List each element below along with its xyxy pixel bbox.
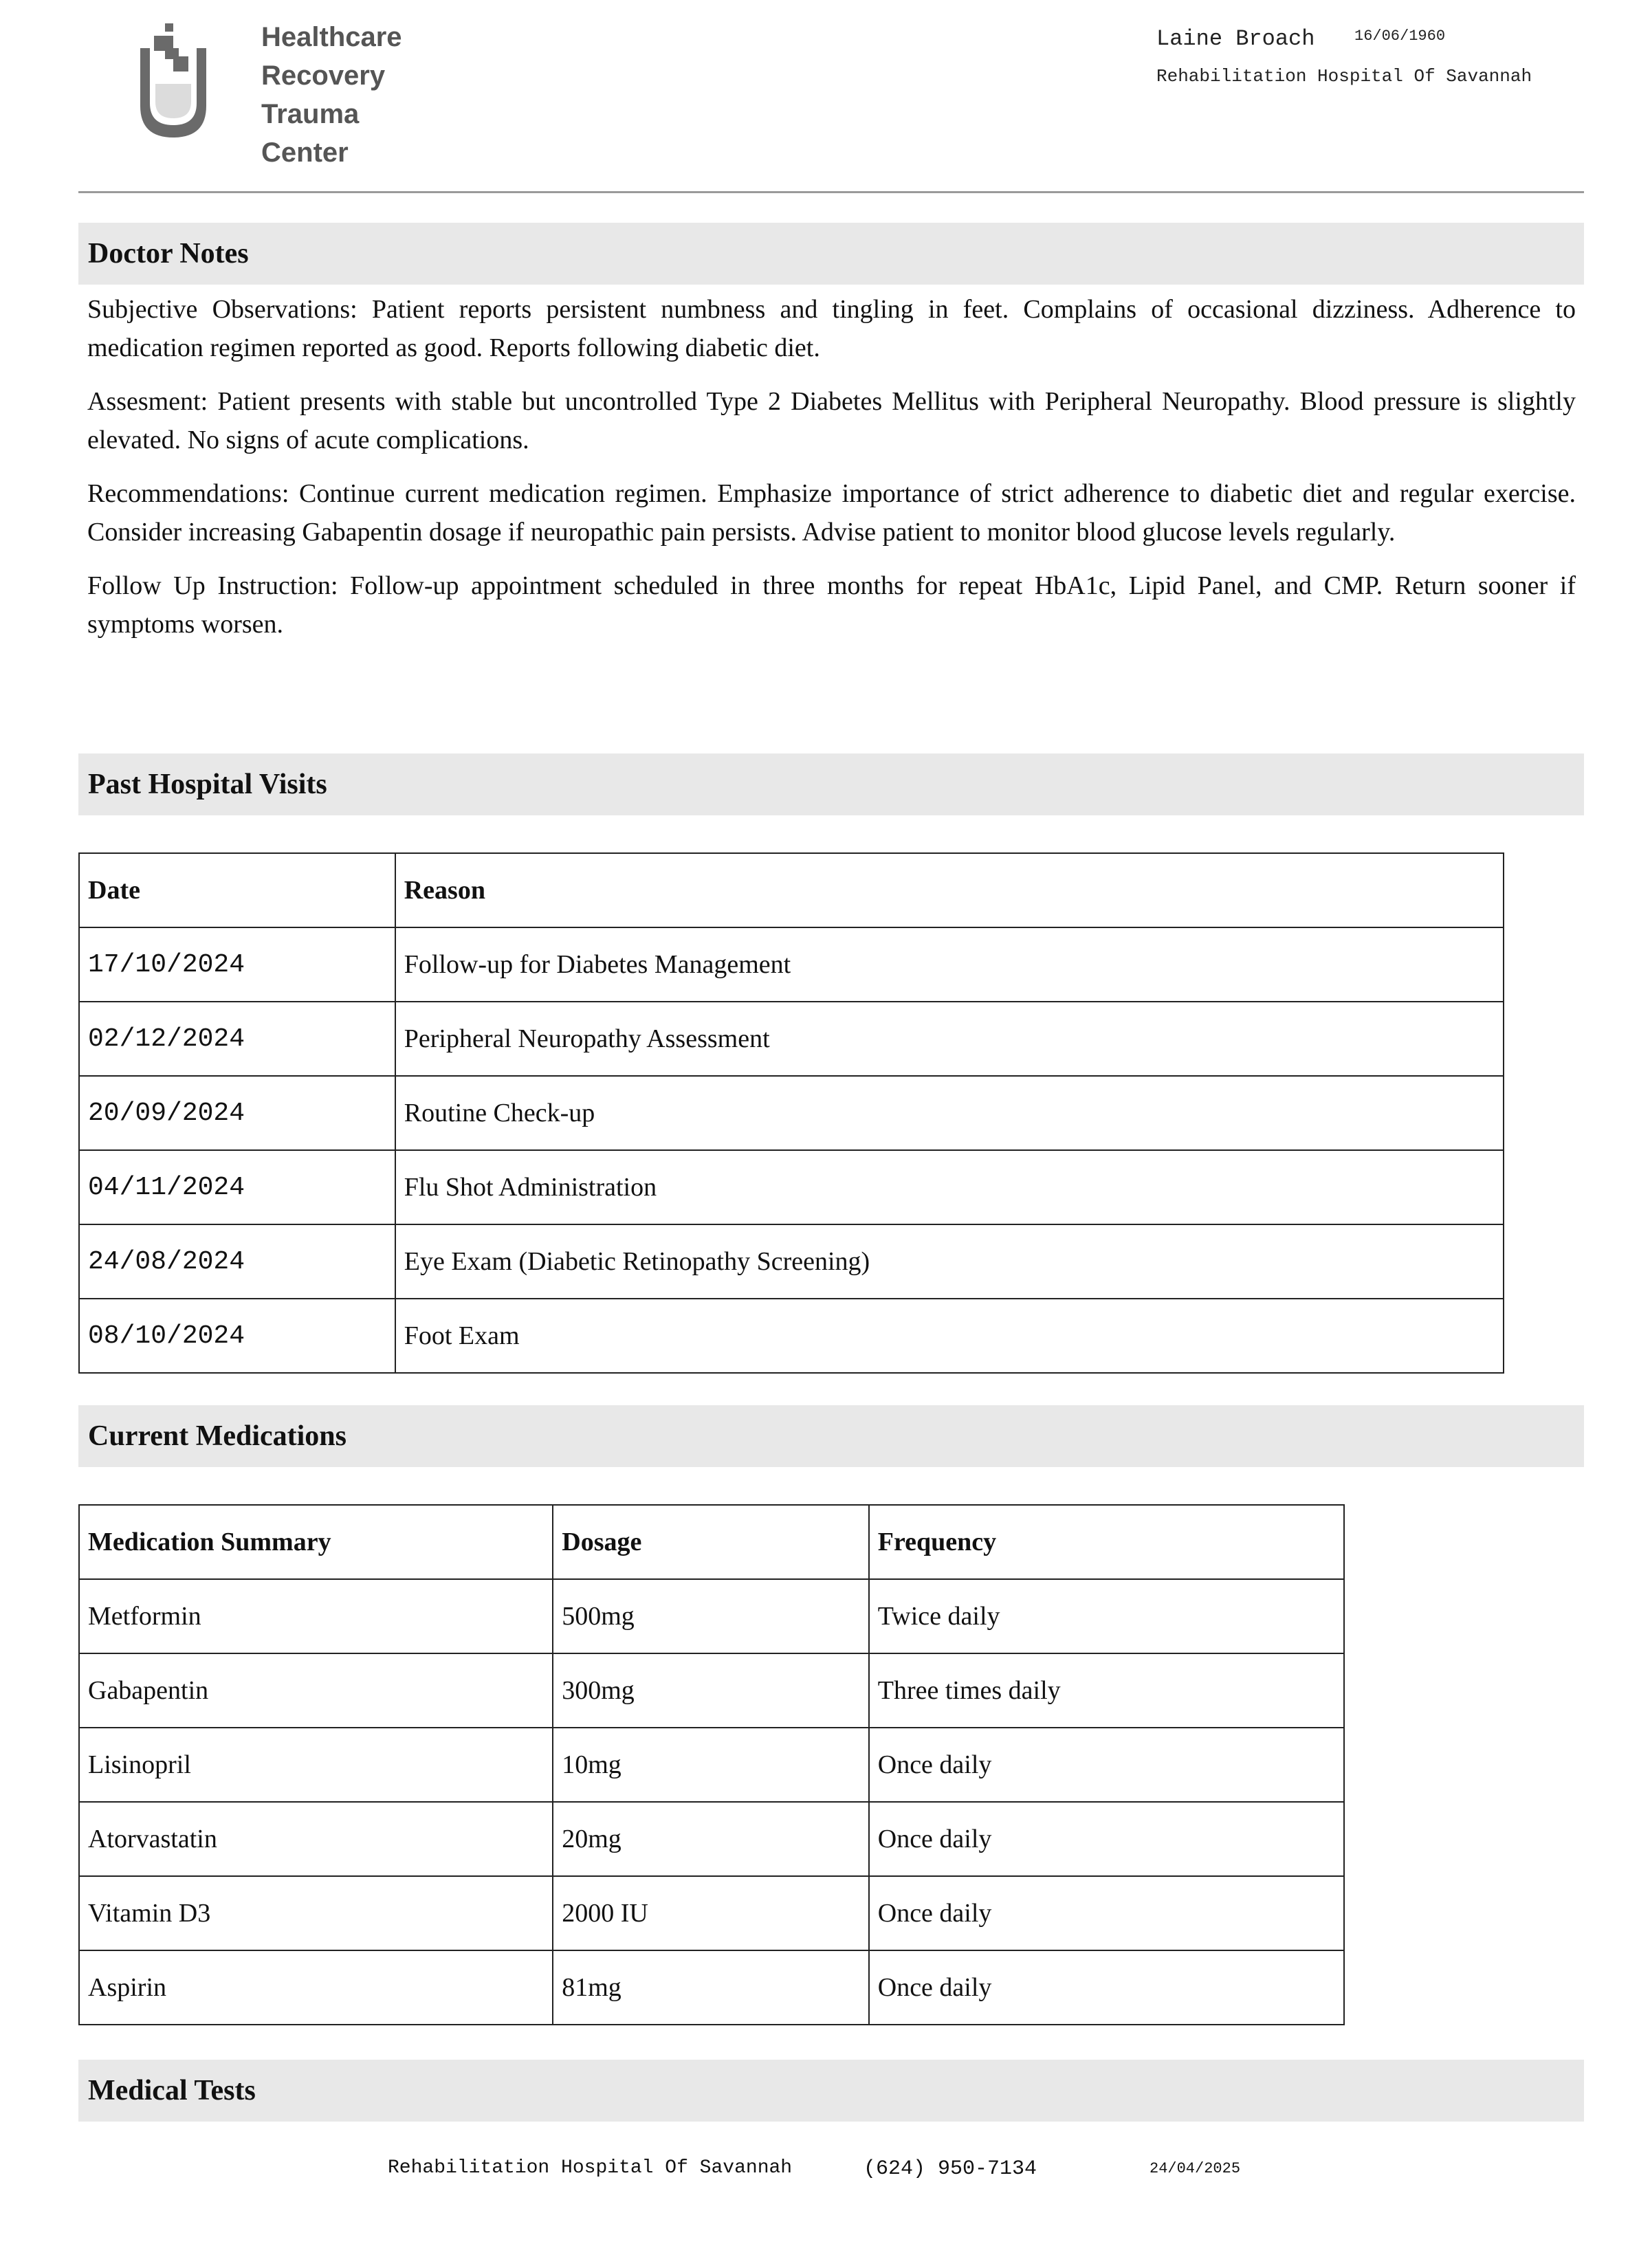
visit-date: 20/09/2024 [79, 1076, 395, 1150]
medication-dosage: 500mg [553, 1579, 869, 1653]
column-header-date: Date [79, 853, 395, 927]
footer-phone: (624) 950-7134 [864, 2157, 1037, 2181]
medication-frequency: Once daily [869, 1876, 1344, 1950]
column-header-medication: Medication Summary [79, 1505, 553, 1579]
medication-dosage: 10mg [553, 1728, 869, 1802]
medication-frequency: Once daily [869, 1802, 1344, 1876]
column-header-reason: Reason [395, 853, 1504, 927]
note-subjective: Subjective Observations: Patient reports persistent numbness and tingling in feet. Complains of occasional dizziness. Adherence to medication regimen reported as good. Reports following diabetic diet. [87, 295, 1576, 362]
visit-date: 08/10/2024 [79, 1299, 395, 1373]
medication-dosage: 300mg [553, 1653, 869, 1728]
table-row [79, 1653, 1344, 1728]
medications-table [78, 1504, 1345, 2025]
visit-date: 17/10/2024 [79, 927, 395, 1002]
visit-reason: Follow-up for Diabetes Management [395, 927, 1504, 1002]
patient-hospital: Rehabilitation Hospital Of Savannah [1156, 66, 1532, 87]
column-header-dosage: Dosage [553, 1505, 869, 1579]
medication-name: Lisinopril [79, 1728, 553, 1802]
visit-reason: Peripheral Neuropathy Assessment [395, 1002, 1504, 1076]
medication-frequency: Once daily [869, 1950, 1344, 2025]
medical-tests-header [78, 2060, 1584, 2122]
section-title: Past Hospital Visits [88, 769, 327, 800]
footer-date: 24/04/2025 [1150, 2160, 1241, 2177]
past-visits-table [78, 852, 1504, 1374]
section-title: Doctor Notes [88, 238, 249, 269]
table-row [79, 1579, 1344, 1653]
brand-line: Healthcare [261, 22, 402, 52]
doctor-notes-header [78, 223, 1584, 285]
header-divider [78, 191, 1584, 193]
table-row [79, 1950, 1344, 2025]
visit-date: 02/12/2024 [79, 1002, 395, 1076]
medication-dosage: 20mg [553, 1802, 869, 1876]
medication-name: Gabapentin [79, 1653, 553, 1728]
table-row [79, 1802, 1344, 1876]
footer-hospital: Rehabilitation Hospital Of Savannah [388, 2157, 793, 2179]
section-title: Current Medications [88, 1420, 347, 1452]
test-tube-logo-icon [135, 21, 217, 144]
table-row [79, 1299, 1504, 1373]
medication-frequency: Twice daily [869, 1579, 1344, 1653]
table-row [79, 1728, 1344, 1802]
patient-dob: 16/06/1960 [1354, 27, 1446, 45]
patient-name: Laine Broach [1156, 26, 1315, 52]
table-row [79, 1002, 1504, 1076]
medication-name: Metformin [79, 1579, 553, 1653]
medication-name: Vitamin D3 [79, 1876, 553, 1950]
brand-line: Center [261, 137, 349, 168]
medication-dosage: 81mg [553, 1950, 869, 2025]
brand-line: Trauma [261, 99, 360, 129]
visit-reason: Foot Exam [395, 1299, 1504, 1373]
medication-frequency: Once daily [869, 1728, 1344, 1802]
table-row [79, 1876, 1344, 1950]
doctor-notes-body [87, 290, 1576, 659]
medication-name: Aspirin [79, 1950, 553, 2025]
table-row [79, 1224, 1504, 1299]
column-header-frequency: Frequency [869, 1505, 1344, 1579]
table-row [79, 1076, 1504, 1150]
table-row [79, 927, 1504, 1002]
visit-reason: Flu Shot Administration [395, 1150, 1504, 1224]
visit-reason: Eye Exam (Diabetic Retinopathy Screening) [395, 1224, 1504, 1299]
table-header-row [79, 853, 1504, 927]
brand-line: Recovery [261, 60, 386, 91]
note-recommendations: Recommendations: Continue current medication regimen. Emphasize importance of strict adherence to diabetic diet and regular exercise. Consider increasing Gabapentin dosage if neuropathic pain persists. Advise patient to monitor blood glucose levels regularly. [87, 479, 1576, 547]
medication-name: Atorvastatin [79, 1802, 553, 1876]
past-visits-header [78, 753, 1584, 815]
section-title: Medical Tests [88, 2075, 256, 2106]
visit-date: 24/08/2024 [79, 1224, 395, 1299]
table-header-row [79, 1505, 1344, 1579]
current-medications-header [78, 1405, 1584, 1467]
visit-reason: Routine Check-up [395, 1076, 1504, 1150]
medication-frequency: Three times daily [869, 1653, 1344, 1728]
medication-dosage: 2000 IU [553, 1876, 869, 1950]
visit-date: 04/11/2024 [79, 1150, 395, 1224]
note-follow-up: Follow Up Instruction: Follow-up appointment scheduled in three months for repeat HbA1c, Lipid Panel, and CMP. Return sooner if symptoms worsen. [87, 571, 1576, 639]
note-assessment: Assesment: Patient presents with stable but uncontrolled Type 2 Diabetes Mellitus with Peripheral Neuropathy. Blood pressure is slightly elevated. No signs of acute complications. [87, 387, 1576, 454]
brand-name [261, 18, 402, 172]
table-row [79, 1150, 1504, 1224]
